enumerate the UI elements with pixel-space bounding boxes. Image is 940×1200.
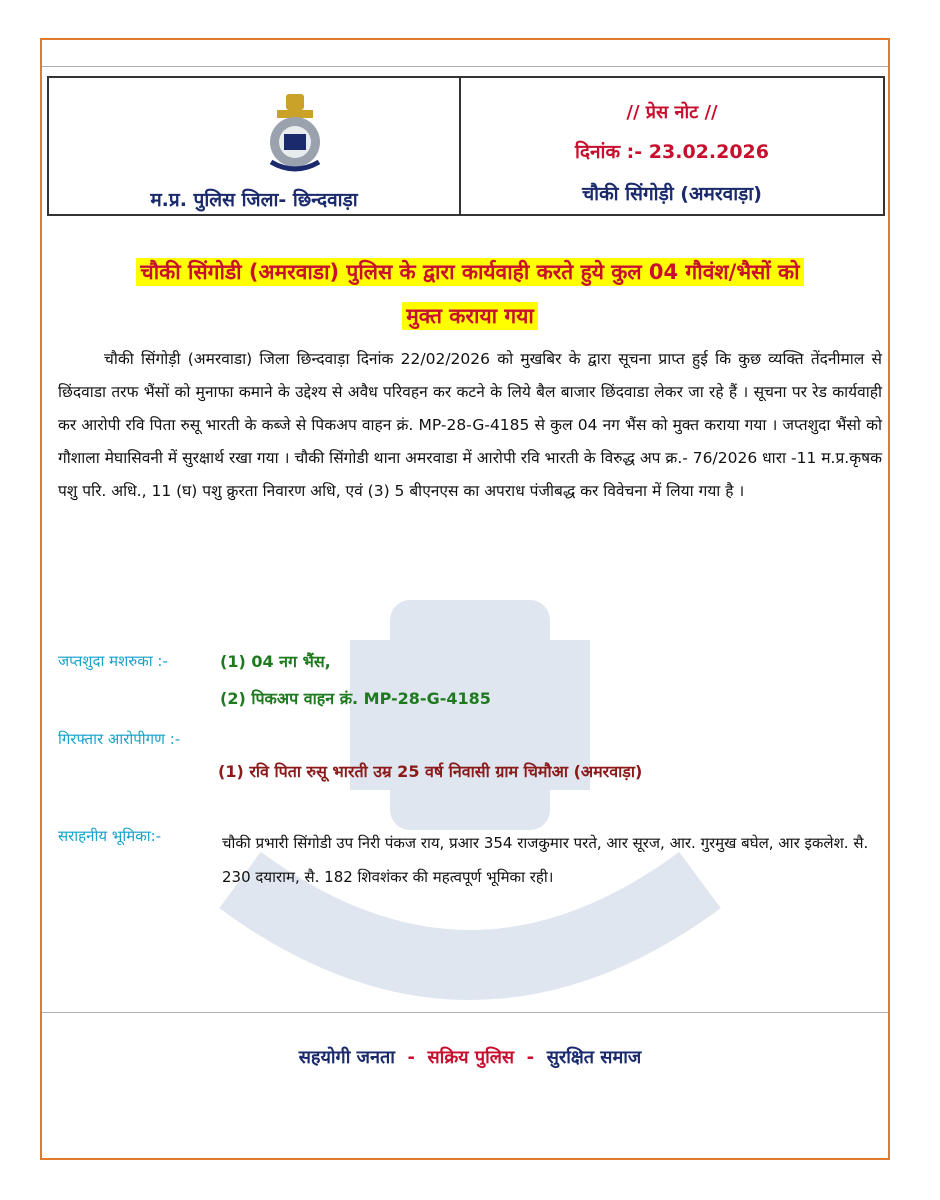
slogan-separator: - [526, 1047, 535, 1068]
slogan-part-3: सुरक्षित समाज [546, 1047, 642, 1068]
seized-item: (2) पिकअप वाहन क्रं. MP-28-G-4185 [220, 689, 491, 708]
press-note-label: // प्रेस नोट // [626, 102, 718, 123]
seized-item: (1) 04 नग भैंस, [220, 652, 331, 671]
header-box [47, 76, 885, 216]
arrested-item: (1) रवि पिता रुसू भारती उम्र 25 वर्ष निवासी ग्राम चिमौआ (अमरवाड़ा) [218, 762, 643, 781]
department-name: म.प्र. पुलिस जिला- छिन्दवाड़ा [150, 189, 358, 211]
station-name: चौकी सिंगोड़ी (अमरवाड़ा) [582, 183, 762, 205]
headline [58, 250, 882, 338]
slogan-part-2: सक्रिय पुलिस [427, 1047, 515, 1068]
press-body: चौकी सिंगोड़ी (अमरवाडा) जिला छिन्दवाड़ा दिनांक 22/02/2026 को मुखबिर के द्वारा सूचना प्राप्त हुई कि कुछ व्यक्ति तेंदनीमाल से छिंदवाडा तरफ भैंसों को मुनाफा कमाने के उद्देश्य से अवैध परिवहन कर कटने के लिये बैल बाजार छिंदवाडा लेकर जा रहे हैं । सूचना पर रेड कार्यवाही कर आरोपी रवि पिता रुसू भारती के कब्जे से पिकअप वाहन क्रं. MP-28-G-4185 से कुल 04 नग भैंस को मुक्त कराया गया । जप्तशुदा भैंसो को गौशाला मेघासिवनी में सुरक्षार्थ रखा गया । चौकी सिंगोडी थाना अमरवाडा में आरोपी रवि भारती के विरुद्ध अप क्र.- 76/2026 धारा -11 म.प्र.कृषक पशु परि. अधि., 11 (घ) पशु क्रुरता निवारण अधि, एवं (3) 5 बीएनएस का अपराध पंजीबद्ध कर विवेचना में लिया गया है । [58, 350, 882, 500]
footer-slogan [0, 1045, 940, 1069]
header-right [461, 78, 883, 214]
press-date: दिनांक :- 23.02.2026 [575, 141, 769, 163]
header-left [49, 78, 461, 214]
headline-line-1: चौकी सिंगोडी (अमरवाडा) पुलिस के द्वारा कार्यवाही करते हुये कुल 04 गौवंश/भैसों को [136, 258, 803, 286]
mp-police-emblem-icon [267, 92, 323, 178]
slogan-separator: - [407, 1047, 415, 1068]
seized-label: जप्तशुदा मशरुका :- [58, 652, 168, 670]
slogan-part-1: सहयोगी जनता [298, 1047, 395, 1068]
arrested-label: गिरफ्तार आरोपीगण :- [58, 730, 181, 748]
footer-rule [42, 1012, 888, 1013]
commendable-label: सराहनीय भूमिका:- [58, 827, 162, 845]
top-rule [42, 66, 888, 67]
commendable-text: चौकी प्रभारी सिंगोडी उप निरी पंकज राय, प्रआर 354 राजकुमार परते, आर सूरज, आर. गुरमुख बघेल, आर इकलेश. सै. 230 दयाराम, सै. 182 शिवशंकर की महत्वपूर्ण भूमिका रही। [222, 834, 869, 886]
headline-line-2: मुक्त कराया गया [402, 302, 538, 330]
